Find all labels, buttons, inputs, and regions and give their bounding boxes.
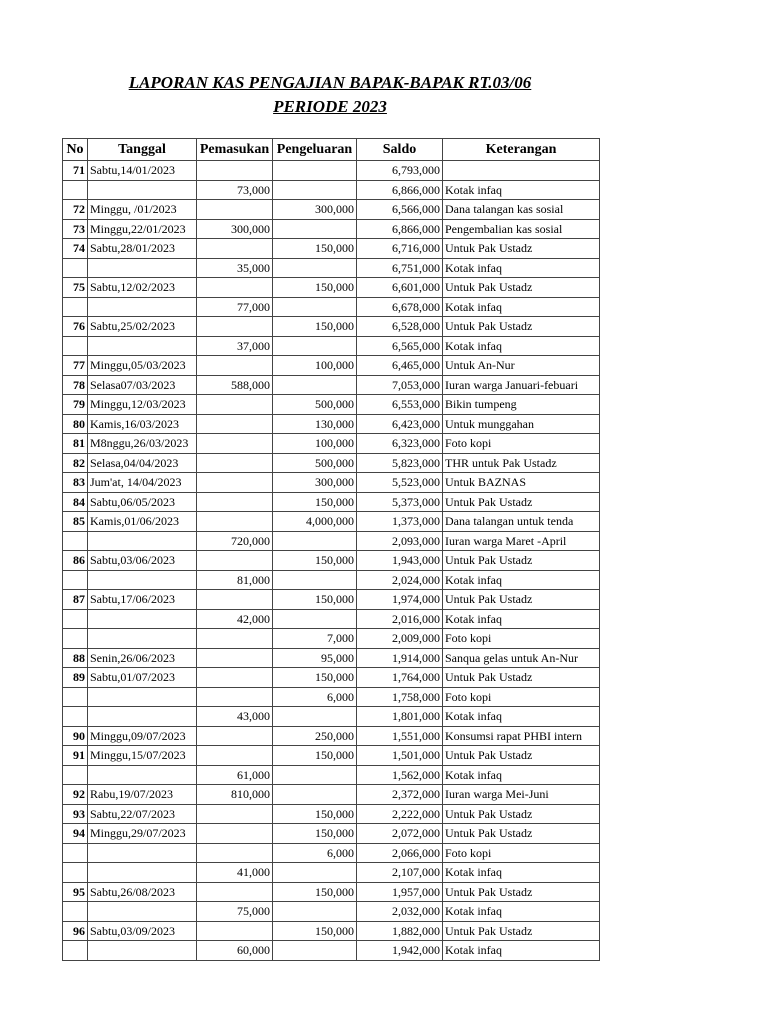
- cell-no: [63, 258, 88, 278]
- cell-keterangan: Untuk An-Nur: [443, 356, 600, 376]
- cell-saldo: 1,801,000: [357, 707, 443, 727]
- cell-tanggal: [88, 629, 197, 649]
- cell-pengeluaran: [273, 219, 357, 239]
- cell-tanggal: [88, 843, 197, 863]
- cell-pemasukan: 75,000: [197, 902, 273, 922]
- cell-pengeluaran: [273, 161, 357, 181]
- cell-pemasukan: [197, 473, 273, 493]
- cell-tanggal: [88, 258, 197, 278]
- cell-saldo: 5,373,000: [357, 492, 443, 512]
- cell-pengeluaran: [273, 863, 357, 883]
- cell-pemasukan: [197, 161, 273, 181]
- cell-pengeluaran: [273, 336, 357, 356]
- cell-tanggal: [88, 902, 197, 922]
- cell-saldo: 1,942,000: [357, 941, 443, 961]
- cell-pengeluaran: 130,000: [273, 414, 357, 434]
- cell-keterangan: Untuk Pak Ustadz: [443, 317, 600, 337]
- cell-no: [63, 297, 88, 317]
- cell-pemasukan: [197, 492, 273, 512]
- cell-tanggal: Minggu,15/07/2023: [88, 746, 197, 766]
- table-row: [63, 473, 600, 493]
- cell-saldo: 2,032,000: [357, 902, 443, 922]
- cell-saldo: 5,823,000: [357, 453, 443, 473]
- report-period: PERIODE 2023: [273, 97, 387, 116]
- table-row: [63, 668, 600, 688]
- table-row: [63, 824, 600, 844]
- cell-pemasukan: [197, 687, 273, 707]
- cell-tanggal: M8nggu,26/03/2023: [88, 434, 197, 454]
- cell-saldo: 2,066,000: [357, 843, 443, 863]
- cell-no: [63, 629, 88, 649]
- cell-no: 83: [63, 473, 88, 493]
- cell-saldo: 5,523,000: [357, 473, 443, 493]
- cell-tanggal: [88, 570, 197, 590]
- cell-no: [63, 843, 88, 863]
- table-row: [63, 336, 600, 356]
- cell-tanggal: Minggu,05/03/2023: [88, 356, 197, 376]
- table-row: [63, 453, 600, 473]
- cell-no: 74: [63, 239, 88, 259]
- cell-no: 73: [63, 219, 88, 239]
- cell-pemasukan: [197, 668, 273, 688]
- cell-pengeluaran: [273, 297, 357, 317]
- cell-saldo: 6,601,000: [357, 278, 443, 298]
- cell-no: 77: [63, 356, 88, 376]
- cell-keterangan: Kotak infaq: [443, 258, 600, 278]
- cell-keterangan: Iuran warga Mei-Juni: [443, 785, 600, 805]
- cell-pengeluaran: 150,000: [273, 824, 357, 844]
- cell-keterangan: Untuk Pak Ustadz: [443, 492, 600, 512]
- cell-keterangan: THR untuk Pak Ustadz: [443, 453, 600, 473]
- table-row: [63, 629, 600, 649]
- cell-saldo: 6,866,000: [357, 180, 443, 200]
- cell-no: 76: [63, 317, 88, 337]
- cell-tanggal: Kamis,16/03/2023: [88, 414, 197, 434]
- cell-no: [63, 765, 88, 785]
- cell-keterangan: Kotak infaq: [443, 863, 600, 883]
- cell-pemasukan: [197, 746, 273, 766]
- cell-keterangan: Untuk Pak Ustadz: [443, 746, 600, 766]
- cell-tanggal: Sabtu,03/09/2023: [88, 921, 197, 941]
- cell-pengeluaran: 150,000: [273, 804, 357, 824]
- cell-tanggal: Selasa,04/04/2023: [88, 453, 197, 473]
- cell-pemasukan: [197, 395, 273, 415]
- ledger-table: [62, 138, 600, 961]
- cell-pengeluaran: 100,000: [273, 356, 357, 376]
- cell-pengeluaran: 300,000: [273, 473, 357, 493]
- cell-pemasukan: [197, 804, 273, 824]
- cell-pengeluaran: [273, 375, 357, 395]
- cell-keterangan: Dana talangan untuk tenda: [443, 512, 600, 532]
- cell-saldo: 1,974,000: [357, 590, 443, 610]
- cell-pengeluaran: 500,000: [273, 395, 357, 415]
- cell-pengeluaran: [273, 902, 357, 922]
- cell-tanggal: [88, 863, 197, 883]
- cell-pemasukan: [197, 551, 273, 571]
- table-row: [63, 843, 600, 863]
- cell-pengeluaran: 100,000: [273, 434, 357, 454]
- cell-pemasukan: [197, 414, 273, 434]
- cell-pemasukan: [197, 453, 273, 473]
- table-row: [63, 785, 600, 805]
- cell-no: 94: [63, 824, 88, 844]
- cell-pengeluaran: [273, 765, 357, 785]
- cell-keterangan: Pengembalian kas sosial: [443, 219, 600, 239]
- cell-saldo: 1,764,000: [357, 668, 443, 688]
- cell-pemasukan: 61,000: [197, 765, 273, 785]
- cell-keterangan: Untuk Pak Ustadz: [443, 921, 600, 941]
- table-row: [63, 882, 600, 902]
- cell-pemasukan: [197, 278, 273, 298]
- cell-tanggal: [88, 297, 197, 317]
- col-header-no: No: [63, 139, 88, 161]
- cell-saldo: 6,716,000: [357, 239, 443, 259]
- cell-tanggal: Minggu,12/03/2023: [88, 395, 197, 415]
- cell-tanggal: Jum'at, 14/04/2023: [88, 473, 197, 493]
- cell-saldo: 1,943,000: [357, 551, 443, 571]
- cell-no: 84: [63, 492, 88, 512]
- cell-no: 88: [63, 648, 88, 668]
- table-row: [63, 356, 600, 376]
- cell-saldo: 6,866,000: [357, 219, 443, 239]
- table-row: [63, 434, 600, 454]
- cell-keterangan: Bikin tumpeng: [443, 395, 600, 415]
- table-row: [63, 492, 600, 512]
- cell-tanggal: [88, 765, 197, 785]
- cell-no: 89: [63, 668, 88, 688]
- cell-no: 81: [63, 434, 88, 454]
- table-row: [63, 219, 600, 239]
- cell-pemasukan: [197, 648, 273, 668]
- cell-pemasukan: [197, 317, 273, 337]
- cell-pemasukan: 81,000: [197, 570, 273, 590]
- cell-saldo: 2,222,000: [357, 804, 443, 824]
- cell-pengeluaran: 500,000: [273, 453, 357, 473]
- cell-tanggal: [88, 687, 197, 707]
- table-row: [63, 414, 600, 434]
- cell-keterangan: Untuk Pak Ustadz: [443, 590, 600, 610]
- cell-pengeluaran: 150,000: [273, 590, 357, 610]
- cell-pemasukan: 43,000: [197, 707, 273, 727]
- cell-pemasukan: [197, 356, 273, 376]
- table-row: [63, 161, 600, 181]
- table-row: [63, 648, 600, 668]
- table-row: [63, 531, 600, 551]
- cell-tanggal: Minggu, /01/2023: [88, 200, 197, 220]
- cell-saldo: 1,501,000: [357, 746, 443, 766]
- cell-keterangan: Kotak infaq: [443, 941, 600, 961]
- cell-saldo: 2,072,000: [357, 824, 443, 844]
- cell-keterangan: Kotak infaq: [443, 570, 600, 590]
- cell-tanggal: Sabtu,14/01/2023: [88, 161, 197, 181]
- cell-pengeluaran: 150,000: [273, 239, 357, 259]
- cell-keterangan: Untuk BAZNAS: [443, 473, 600, 493]
- cell-tanggal: [88, 941, 197, 961]
- cell-pemasukan: 42,000: [197, 609, 273, 629]
- cell-pengeluaran: [273, 941, 357, 961]
- cell-no: 72: [63, 200, 88, 220]
- cell-saldo: 6,528,000: [357, 317, 443, 337]
- cell-pengeluaran: 95,000: [273, 648, 357, 668]
- cell-pemasukan: [197, 200, 273, 220]
- cell-saldo: 6,566,000: [357, 200, 443, 220]
- cell-pemasukan: [197, 882, 273, 902]
- cell-saldo: 2,372,000: [357, 785, 443, 805]
- cell-keterangan: Sanqua gelas untuk An-Nur: [443, 648, 600, 668]
- cell-pengeluaran: 150,000: [273, 317, 357, 337]
- cell-keterangan: Untuk Pak Ustadz: [443, 239, 600, 259]
- cell-saldo: 1,882,000: [357, 921, 443, 941]
- cell-pemasukan: [197, 239, 273, 259]
- table-row: [63, 902, 600, 922]
- table-row: [63, 180, 600, 200]
- col-header-tanggal: Tanggal: [88, 139, 197, 161]
- cell-tanggal: Sabtu,06/05/2023: [88, 492, 197, 512]
- cell-tanggal: [88, 531, 197, 551]
- cell-pengeluaran: 150,000: [273, 551, 357, 571]
- cell-no: 92: [63, 785, 88, 805]
- cell-tanggal: [88, 609, 197, 629]
- cell-no: 82: [63, 453, 88, 473]
- cell-keterangan: Kotak infaq: [443, 902, 600, 922]
- cell-no: 87: [63, 590, 88, 610]
- cell-tanggal: Minggu,09/07/2023: [88, 726, 197, 746]
- cell-tanggal: [88, 336, 197, 356]
- cell-saldo: 6,678,000: [357, 297, 443, 317]
- cell-tanggal: Rabu,19/07/2023: [88, 785, 197, 805]
- cell-no: 85: [63, 512, 88, 532]
- cell-saldo: 6,465,000: [357, 356, 443, 376]
- cell-pengeluaran: 250,000: [273, 726, 357, 746]
- cell-pemasukan: 35,000: [197, 258, 273, 278]
- cell-saldo: 6,323,000: [357, 434, 443, 454]
- cell-pengeluaran: 7,000: [273, 629, 357, 649]
- cell-no: 71: [63, 161, 88, 181]
- cell-pemasukan: [197, 512, 273, 532]
- cell-pemasukan: [197, 921, 273, 941]
- cell-keterangan: Kotak infaq: [443, 765, 600, 785]
- cell-saldo: 1,914,000: [357, 648, 443, 668]
- cell-pemasukan: [197, 726, 273, 746]
- cell-no: 80: [63, 414, 88, 434]
- table-row: [63, 941, 600, 961]
- cell-tanggal: Senin,26/06/2023: [88, 648, 197, 668]
- cell-keterangan: Foto kopi: [443, 687, 600, 707]
- cell-pemasukan: 300,000: [197, 219, 273, 239]
- cell-no: 91: [63, 746, 88, 766]
- cell-pengeluaran: 150,000: [273, 278, 357, 298]
- table-row: [63, 200, 600, 220]
- col-header-saldo: Saldo: [357, 139, 443, 161]
- cell-saldo: 6,793,000: [357, 161, 443, 181]
- cell-pengeluaran: [273, 707, 357, 727]
- cell-pengeluaran: 6,000: [273, 687, 357, 707]
- cell-no: 86: [63, 551, 88, 571]
- cell-tanggal: Sabtu,12/02/2023: [88, 278, 197, 298]
- cell-keterangan: Foto kopi: [443, 629, 600, 649]
- table-row: [63, 551, 600, 571]
- cell-pengeluaran: 150,000: [273, 668, 357, 688]
- cell-pemasukan: 73,000: [197, 180, 273, 200]
- cell-keterangan: Untuk Pak Ustadz: [443, 804, 600, 824]
- cell-no: [63, 336, 88, 356]
- cell-no: 75: [63, 278, 88, 298]
- table-row: [63, 609, 600, 629]
- cell-saldo: 6,553,000: [357, 395, 443, 415]
- cell-keterangan: Untuk Pak Ustadz: [443, 278, 600, 298]
- table-row: [63, 375, 600, 395]
- cell-tanggal: Sabtu,22/07/2023: [88, 804, 197, 824]
- cell-saldo: 6,751,000: [357, 258, 443, 278]
- report-title: LAPORAN KAS PENGAJIAN BAPAK-BAPAK RT.03/06: [128, 73, 532, 92]
- table-row: [63, 765, 600, 785]
- header-row: [63, 139, 600, 161]
- cell-saldo: 2,093,000: [357, 531, 443, 551]
- cell-no: [63, 180, 88, 200]
- cell-pemasukan: 588,000: [197, 375, 273, 395]
- cell-pengeluaran: 4,000,000: [273, 512, 357, 532]
- ledger-body: [63, 161, 600, 961]
- cell-keterangan: Untuk Pak Ustadz: [443, 668, 600, 688]
- cell-pemasukan: [197, 434, 273, 454]
- cell-pemasukan: 41,000: [197, 863, 273, 883]
- cell-saldo: 1,758,000: [357, 687, 443, 707]
- cell-pengeluaran: [273, 609, 357, 629]
- table-row: [63, 278, 600, 298]
- cell-tanggal: Minggu,29/07/2023: [88, 824, 197, 844]
- cell-no: [63, 609, 88, 629]
- cell-keterangan: Kotak infaq: [443, 609, 600, 629]
- table-row: [63, 726, 600, 746]
- table-row: [63, 590, 600, 610]
- cell-tanggal: Sabtu,03/06/2023: [88, 551, 197, 571]
- table-row: [63, 258, 600, 278]
- cell-keterangan: [443, 161, 600, 181]
- table-row: [63, 512, 600, 532]
- cell-keterangan: Untuk Pak Ustadz: [443, 882, 600, 902]
- cell-saldo: 6,423,000: [357, 414, 443, 434]
- col-header-pemasukan: Pemasukan: [197, 139, 273, 161]
- cell-pemasukan: 37,000: [197, 336, 273, 356]
- cell-no: 90: [63, 726, 88, 746]
- cell-keterangan: Dana talangan kas sosial: [443, 200, 600, 220]
- cell-tanggal: Sabtu,28/01/2023: [88, 239, 197, 259]
- cell-pengeluaran: 150,000: [273, 921, 357, 941]
- cell-pemasukan: 60,000: [197, 941, 273, 961]
- cell-pemasukan: 720,000: [197, 531, 273, 551]
- cell-pemasukan: [197, 824, 273, 844]
- cell-tanggal: [88, 707, 197, 727]
- cell-pengeluaran: [273, 570, 357, 590]
- cell-no: 79: [63, 395, 88, 415]
- cell-no: 96: [63, 921, 88, 941]
- cell-tanggal: Selasa07/03/2023: [88, 375, 197, 395]
- cell-no: [63, 863, 88, 883]
- cell-saldo: 1,562,000: [357, 765, 443, 785]
- col-header-keterangan: Keterangan: [443, 139, 600, 161]
- table-row: [63, 297, 600, 317]
- cell-saldo: 2,016,000: [357, 609, 443, 629]
- table-row: [63, 804, 600, 824]
- cell-tanggal: Sabtu,17/06/2023: [88, 590, 197, 610]
- cell-keterangan: Kotak infaq: [443, 336, 600, 356]
- cell-keterangan: Konsumsi rapat PHBI intern: [443, 726, 600, 746]
- cell-keterangan: Untuk Pak Ustadz: [443, 824, 600, 844]
- cell-pemasukan: 810,000: [197, 785, 273, 805]
- cell-saldo: 1,373,000: [357, 512, 443, 532]
- cell-no: [63, 687, 88, 707]
- cell-keterangan: Untuk Pak Ustadz: [443, 551, 600, 571]
- cell-no: [63, 570, 88, 590]
- cell-keterangan: Foto kopi: [443, 434, 600, 454]
- cell-saldo: 7,053,000: [357, 375, 443, 395]
- cell-pemasukan: [197, 843, 273, 863]
- table-row: [63, 746, 600, 766]
- cell-pengeluaran: [273, 258, 357, 278]
- table-row: [63, 239, 600, 259]
- table-row: [63, 317, 600, 337]
- cell-no: [63, 707, 88, 727]
- table-row: [63, 395, 600, 415]
- cell-keterangan: Kotak infaq: [443, 707, 600, 727]
- cell-no: 95: [63, 882, 88, 902]
- cell-saldo: 6,565,000: [357, 336, 443, 356]
- cell-tanggal: Sabtu,25/02/2023: [88, 317, 197, 337]
- table-row: [63, 687, 600, 707]
- cell-saldo: 1,957,000: [357, 882, 443, 902]
- cell-pengeluaran: 150,000: [273, 492, 357, 512]
- cell-pemasukan: 77,000: [197, 297, 273, 317]
- cell-saldo: 1,551,000: [357, 726, 443, 746]
- cell-no: 93: [63, 804, 88, 824]
- cell-saldo: 2,009,000: [357, 629, 443, 649]
- cell-pemasukan: [197, 629, 273, 649]
- table-row: [63, 707, 600, 727]
- cell-keterangan: Foto kopi: [443, 843, 600, 863]
- cell-keterangan: Iuran warga Januari-febuari: [443, 375, 600, 395]
- cell-tanggal: Kamis,01/06/2023: [88, 512, 197, 532]
- cell-no: [63, 941, 88, 961]
- cell-pengeluaran: 6,000: [273, 843, 357, 863]
- cell-pengeluaran: 300,000: [273, 200, 357, 220]
- cell-pengeluaran: 150,000: [273, 746, 357, 766]
- cell-tanggal: Sabtu,26/08/2023: [88, 882, 197, 902]
- cell-pengeluaran: 150,000: [273, 882, 357, 902]
- cell-no: [63, 531, 88, 551]
- cell-pemasukan: [197, 590, 273, 610]
- cell-tanggal: Sabtu,01/07/2023: [88, 668, 197, 688]
- cell-no: 78: [63, 375, 88, 395]
- cell-pengeluaran: [273, 180, 357, 200]
- cell-no: [63, 902, 88, 922]
- table-row: [63, 570, 600, 590]
- cell-tanggal: [88, 180, 197, 200]
- cell-keterangan: Untuk munggahan: [443, 414, 600, 434]
- cell-keterangan: Kotak infaq: [443, 180, 600, 200]
- cell-saldo: 2,107,000: [357, 863, 443, 883]
- cell-pengeluaran: [273, 531, 357, 551]
- table-row: [63, 921, 600, 941]
- cell-pengeluaran: [273, 785, 357, 805]
- table-row: [63, 863, 600, 883]
- cell-tanggal: Minggu,22/01/2023: [88, 219, 197, 239]
- cell-keterangan: Iuran warga Maret -April: [443, 531, 600, 551]
- col-header-pengeluaran: Pengeluaran: [273, 139, 357, 161]
- cell-keterangan: Kotak infaq: [443, 297, 600, 317]
- cell-saldo: 2,024,000: [357, 570, 443, 590]
